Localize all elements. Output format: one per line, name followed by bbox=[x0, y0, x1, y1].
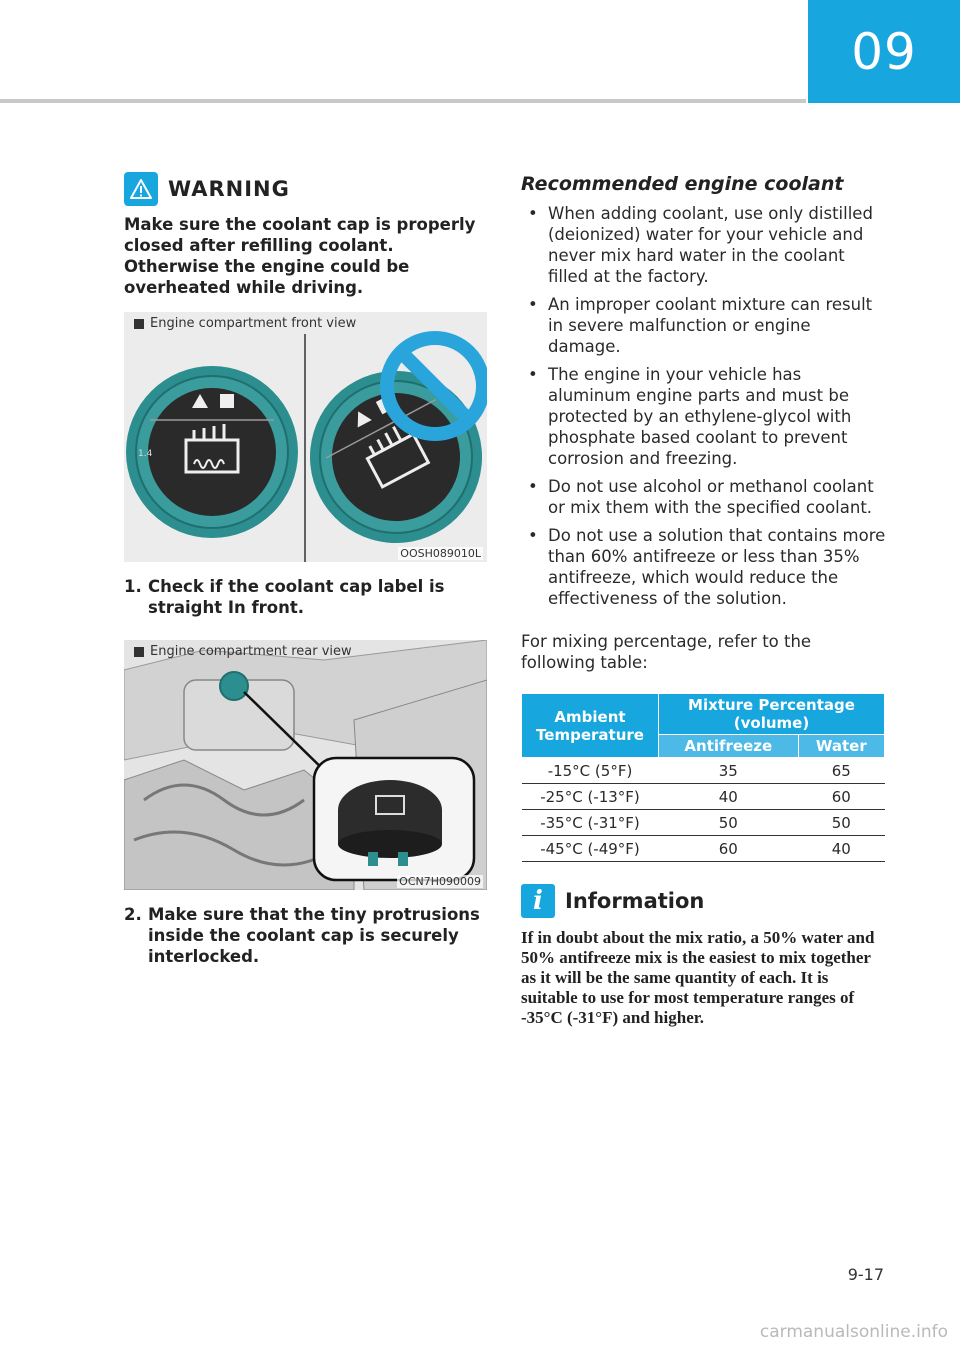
cell-antifreeze: 40 bbox=[659, 784, 799, 810]
list-item bbox=[521, 364, 887, 469]
table-row bbox=[522, 836, 885, 862]
list-item bbox=[521, 476, 887, 518]
list-item-text: Do not use a solution that contains more than 60% antifreeze or less than 35% antifreeze, which would reduce the effectiveness of the solution. bbox=[548, 526, 886, 608]
bullet-icon: • bbox=[528, 526, 538, 545]
header-water: Water bbox=[798, 735, 884, 758]
cell-temp: -35°C (-31°F) bbox=[522, 810, 659, 836]
figure-caption-text: Engine compartment rear view bbox=[150, 644, 352, 659]
cell-temp: -45°C (-49°F) bbox=[522, 836, 659, 862]
cell-temp: -15°C (5°F) bbox=[522, 758, 659, 784]
chapter-tab: 09 bbox=[808, 0, 960, 103]
list-item bbox=[521, 294, 887, 357]
table-row bbox=[522, 810, 885, 836]
step-text: Check if the coolant cap label is straight In front. bbox=[148, 577, 445, 617]
coolant-bullet-list bbox=[521, 203, 887, 609]
figure-caption bbox=[134, 316, 356, 331]
rear-view-figure bbox=[124, 640, 487, 890]
header-ambient: Ambient Temperature bbox=[522, 694, 659, 758]
step-number: 1. bbox=[124, 577, 142, 596]
bullet-icon: • bbox=[528, 295, 538, 314]
information-text: If in doubt about the mix ratio, a 50% water and 50% antifreeze mix is the easiest to mix together as it will be the same quantity of each. It is suitable to use for most temperature ranges of -35°C (-31°F) and higher. bbox=[521, 928, 875, 1027]
cell-antifreeze: 60 bbox=[659, 836, 799, 862]
cell-antifreeze: 50 bbox=[659, 810, 799, 836]
cap-pressure-label: 1.4 bbox=[138, 449, 153, 459]
engine-bay-illustration bbox=[124, 640, 487, 890]
information-header bbox=[521, 884, 887, 918]
step-1 bbox=[124, 576, 487, 618]
header-rule bbox=[0, 99, 806, 103]
cell-water: 40 bbox=[798, 836, 884, 862]
coolant-mix-table bbox=[521, 693, 885, 862]
table-row bbox=[522, 758, 885, 784]
caption-square-icon bbox=[134, 647, 144, 657]
right-column bbox=[521, 170, 887, 1028]
list-item-text: Do not use alcohol or methanol coolant or mix them with the specified coolant. bbox=[548, 477, 874, 517]
warning-header bbox=[124, 172, 487, 206]
bullet-icon: • bbox=[528, 204, 538, 223]
front-view-figure bbox=[124, 312, 487, 562]
bullet-icon: • bbox=[528, 365, 538, 384]
list-item-text: When adding coolant, use only distilled (deionized) water for your vehicle and never mix hard water in the coolant filled at the factory. bbox=[548, 204, 873, 286]
step-number: 2. bbox=[124, 905, 142, 924]
warning-title: WARNING bbox=[168, 177, 290, 201]
left-column bbox=[124, 170, 487, 967]
list-item bbox=[521, 203, 887, 287]
bullet-icon: • bbox=[528, 477, 538, 496]
information-title: Information bbox=[565, 889, 705, 913]
list-item-text: The engine in your vehicle has aluminum engine parts and must be protected by an ethylene-glycol with phosphate based coolant to prevent corrosion and freezing. bbox=[548, 365, 852, 468]
cell-water: 50 bbox=[798, 810, 884, 836]
table-intro: For mixing percentage, refer to the following table: bbox=[521, 632, 812, 672]
figure-code: OCN7H090009 bbox=[399, 875, 481, 888]
watermark: carmanualsonline.info bbox=[759, 1322, 948, 1342]
info-icon: i bbox=[521, 884, 555, 918]
figure-caption bbox=[134, 644, 352, 659]
warning-text: Make sure the coolant cap is properly closed after refilling coolant. Otherwise the engine could be overheated while driving. bbox=[124, 215, 476, 297]
section-title: Recommended engine coolant bbox=[521, 173, 844, 195]
list-item-text: An improper coolant mixture can result in severe malfunction or engine damage. bbox=[548, 295, 873, 356]
list-item bbox=[521, 525, 887, 609]
figure-caption-text: Engine compartment front view bbox=[150, 316, 357, 331]
page-number: 9-17 bbox=[847, 1265, 884, 1284]
table-row bbox=[522, 784, 885, 810]
cell-antifreeze: 35 bbox=[659, 758, 799, 784]
warning-triangle-icon bbox=[124, 172, 158, 206]
coolant-cap-illustration bbox=[124, 312, 487, 562]
header-mixture: Mixture Percentage (volume) bbox=[659, 694, 885, 735]
cell-water: 60 bbox=[798, 784, 884, 810]
step-text: Make sure that the tiny protrusions inside the coolant cap is securely interlocked. bbox=[148, 905, 480, 966]
cell-water: 65 bbox=[798, 758, 884, 784]
step-2 bbox=[124, 904, 487, 967]
cell-temp: -25°C (-13°F) bbox=[522, 784, 659, 810]
figure-code: OOSH089010L bbox=[400, 547, 481, 560]
caption-square-icon bbox=[134, 319, 144, 329]
header-antifreeze: Antifreeze bbox=[659, 735, 799, 758]
